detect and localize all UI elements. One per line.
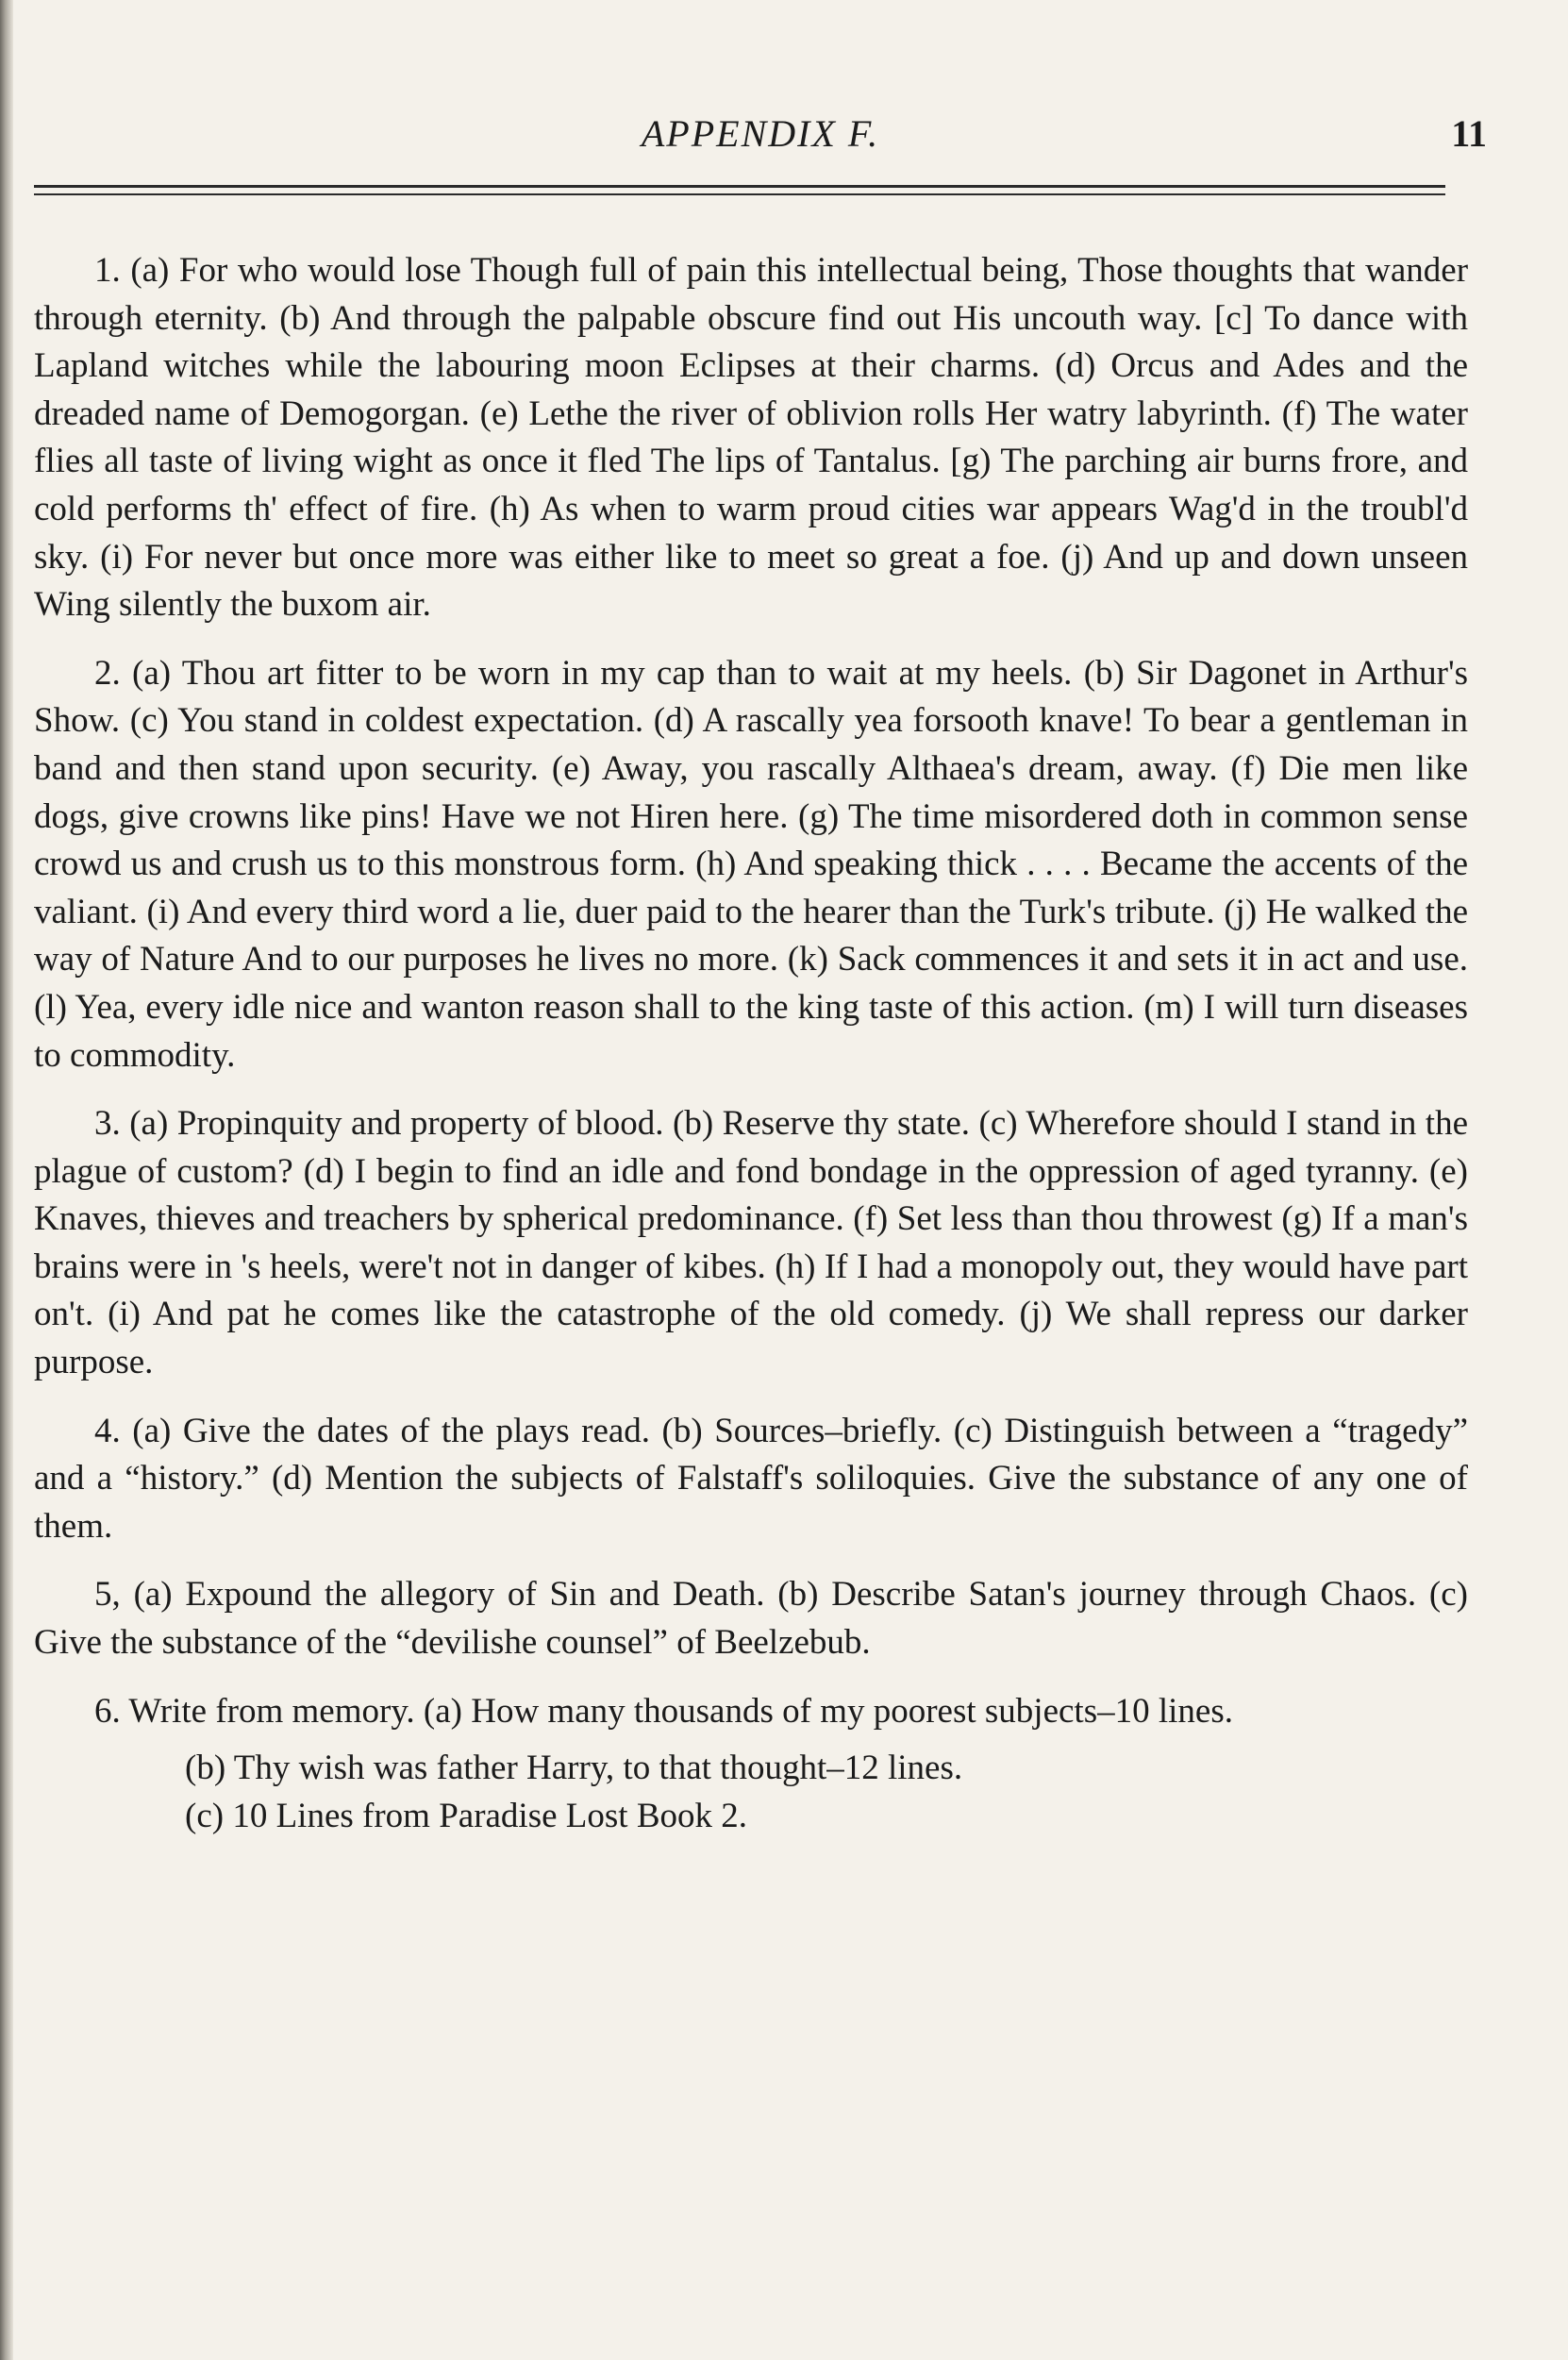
sub-item: (b) Thy wish was father Harry, to that thought–12 lines. (185, 1749, 963, 1788)
question-2 (34, 650, 1468, 1080)
question-list (34, 247, 1468, 1840)
question-text: Write from memory. (a) How many thousands of my poorest subjects–10 lines. (128, 1691, 1233, 1731)
header-rule-secondary (34, 193, 1445, 195)
question-text: (a) Propinquity and property of blood. (b) Reserve thy state. (c) Wherefore should I stand in the plague of custom? (d) I begin to find an idle and fond bondage in the oppression of aged tyranny. (e) Knaves, thieves and treachers by spherical predominance. (f) Set less than thou throwest (g) If a man's brains were in 's heels, were't not in danger of kibes. (h) If I had a monopoly out, they would have part on't. (i) And pat he comes like the catastrophe of the old comedy. (j) We shall repress our darker purpose. (34, 1104, 1469, 1382)
question-number: 5, (94, 1575, 121, 1615)
question-6-subitems (34, 1745, 1468, 1840)
question-number: 2. (94, 653, 121, 693)
question-text: (a) For who would lose Though full of pain this intellectual being, Those thoughts that wander through eternity. (b) And through the palpable obscure find out His uncouth way. [c] To dance with Lapland witches while the labouring moon Eclipses at their charms. (d) Orcus and Ades and the dreaded name of Demogorgan. (e) Lethe the river of oblivion rolls Her watry labyrinth. (f) The water flies all taste of living wight as once it fled The lips of Tantalus. [g) The parching air burns frore, and cold performs th' effect of fire. (h) As when to warm proud cities war appears Wag'd in the troubl'd sky. (i) For never but once more was either like to meet so great a foe. (j) And up and down unseen Wing silently the buxom air. (34, 251, 1469, 625)
header-rule (34, 185, 1445, 188)
question-number: 4. (94, 1411, 121, 1450)
question-text: (a) Thou art fitter to be worn in my cap than to wait at my heels. (b) Sir Dagonet in Arthur's Show. (c) You stand in coldest expectation. (d) A rascally yea forsooth knave! To bear a gentleman in band and then stand upon security. (e) Away, you rascally Althaea's dream, away. (f) Die men like dogs, give crowns like pins! Have we not Hiren here. (g) The time misordered doth in common sense crowd us and crush us to this monstrous form. (h) And speaking thick . . . . Became the accents of the valiant. (i) And every third word a lie, duer paid to the hearer than the Turk's tribute. (j) He walked the way of Nature And to our purposes he lives no more. (k) Sack commences it and sets it in act and use. (l) Yea, every idle nice and wanton reason shall to the king taste of this action. (m) I will turn diseases to commodity. (34, 653, 1469, 1075)
page-number: 11 (1451, 112, 1487, 155)
question-3 (34, 1100, 1468, 1387)
question-5 (34, 1571, 1468, 1666)
page-binding-edge (0, 0, 13, 2360)
question-text: (a) Give the dates of the plays read. (b) Sources–briefly. (c) Distinguish between a “tragedy” and a “history.” (d) Mention the subjects of Falstaff's soliloquies. Give the substance of any one of them. (34, 1411, 1469, 1546)
question-text: (a) Expound the allegory of Sin and Death. (b) Describe Satan's journey through Chaos. (c) Give the substance of the “devilishe counsel” of Beelzebub. (34, 1575, 1468, 1663)
question-1 (34, 247, 1468, 629)
sub-item: (c) 10 Lines from Paradise Lost Book 2. (185, 1796, 747, 1835)
page-header (34, 111, 1487, 168)
running-title: APPENDIX F. (641, 112, 880, 155)
question-number: 6. (94, 1691, 121, 1731)
question-number: 1. (94, 251, 121, 290)
question-4 (34, 1408, 1468, 1551)
question-number: 3. (94, 1104, 121, 1144)
question-6 (34, 1688, 1468, 1736)
